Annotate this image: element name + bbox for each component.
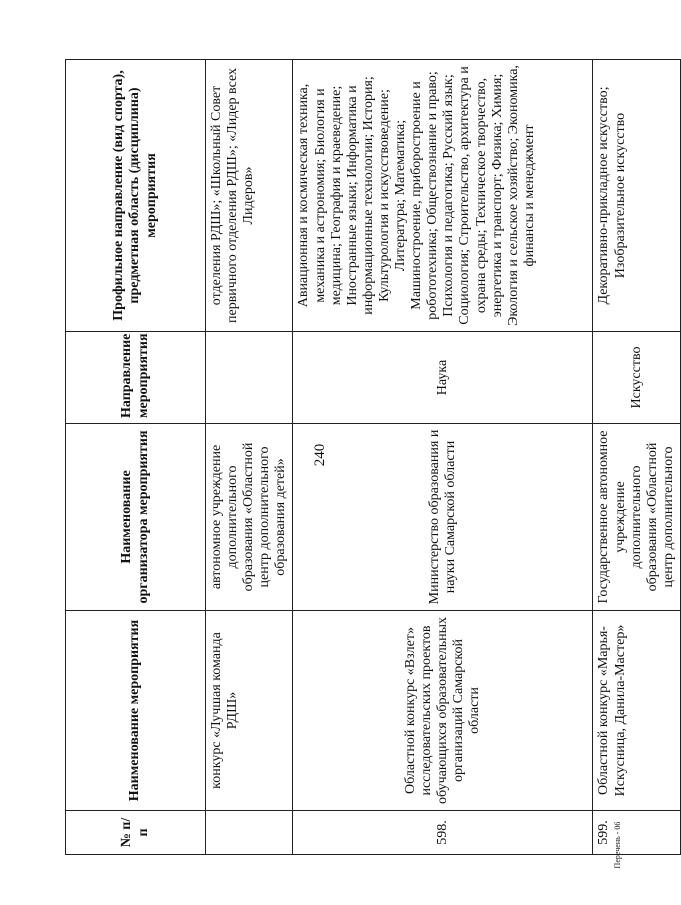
row-organizer: Государственное автономное учреждение дополнительного образования «Областной центр дополнительного — [593, 424, 680, 611]
footer-mark: Перечень - 06 — [613, 821, 622, 869]
row-organizer: Министерство образования и науки Самарской области — [293, 424, 593, 611]
row-direction: Искусство — [593, 332, 680, 424]
row-profile: Декоративно-прикладное искусство; Изобразительное искусство — [593, 60, 680, 332]
page-number: 240 — [312, 443, 328, 467]
row-event-name: Областной конкурс «Марья-Искусница, Данила-Мастер» — [593, 611, 680, 811]
header-num: № п/п — [66, 811, 206, 855]
header-organizer: Наименование организатора мероприятия — [66, 424, 206, 611]
table-row — [593, 60, 680, 855]
header-direction: Направление мероприятия — [66, 332, 206, 424]
header-profile: Профильное направление (вид спорта), предметная область (дисциплина) мероприятия — [66, 60, 206, 332]
table-row — [206, 60, 293, 855]
row-num: 598. — [293, 811, 593, 855]
row-num: 599. — [593, 811, 680, 855]
table-row — [293, 60, 593, 855]
table-header-row — [66, 60, 206, 855]
row-profile: Авиационная и космическая техника, механика и астрономия; Биология и медицина; География и краеведение; Иностранные языки; Информатика и информационные технологии; История; Культурология и искусствоведение; Литература; Математика; Машиностроение, приборостроение и робототехника; Обществознание и право; Психология и педагогика; Русский язык; Социология; Строительство, архитектура и охрана среды; Техническое творчество, энергетика и транспорт; Физика; Химия; Экология и сельское хозяйство; Экономика, финансы и менеджмент — [293, 60, 593, 332]
row-profile: отделения РДШ»; «Школьный Совет первичного отделения РДШ»; «Лидер всех Лидеров» — [206, 60, 293, 332]
events-table — [65, 59, 681, 855]
row-direction: Наука — [293, 332, 593, 424]
header-event-name: Наименование мероприятия — [66, 611, 206, 811]
events-table-wrapper — [65, 60, 676, 855]
row-num — [206, 811, 293, 855]
row-event-name: Областной конкурс «Взлет» исследовательских проектов обучающихся образовательных организаций Самарской области — [293, 611, 593, 811]
row-organizer: автономное учреждение дополнительного образования «Областной центр дополнительного образования детей» — [206, 424, 293, 611]
row-direction — [206, 332, 293, 424]
row-event-name: конкурс «Лучшая команда РДШ» — [206, 611, 293, 811]
